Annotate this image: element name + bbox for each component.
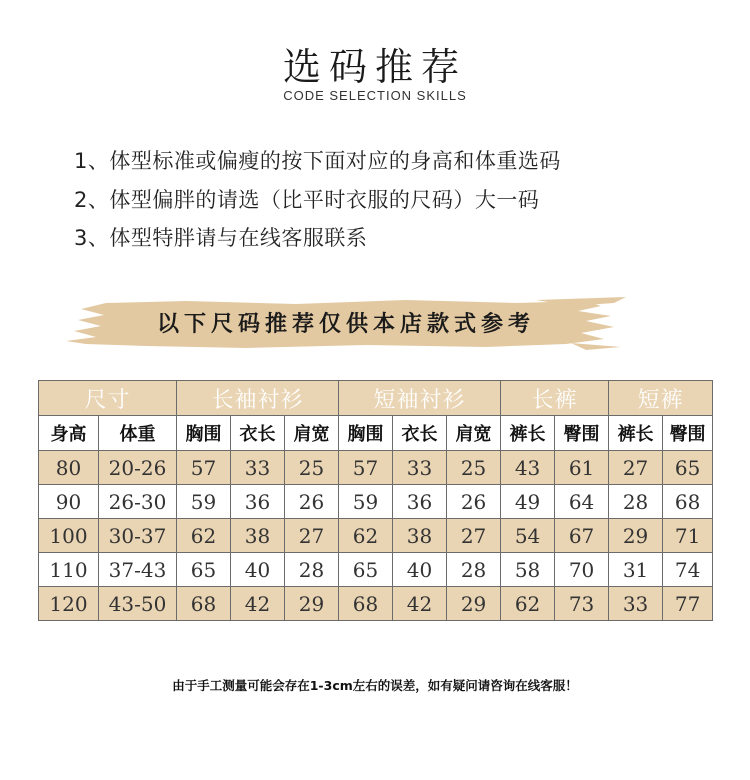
table-cell: 27 <box>609 451 663 485</box>
table-cell: 68 <box>339 587 393 621</box>
table-cell: 33 <box>393 451 447 485</box>
column-header: 肩宽 <box>285 416 339 451</box>
table-cell: 30-37 <box>99 519 177 553</box>
table-cell: 62 <box>501 587 555 621</box>
table-cell: 36 <box>231 485 285 519</box>
table-cell: 26 <box>447 485 501 519</box>
group-header-shorts: 短裤 <box>609 381 713 416</box>
table-cell: 31 <box>609 553 663 587</box>
table-row <box>39 519 713 553</box>
table-cell: 110 <box>39 553 99 587</box>
table-cell: 25 <box>447 451 501 485</box>
table-cell: 42 <box>231 587 285 621</box>
table-cell: 90 <box>39 485 99 519</box>
tip-item-1: 1、体型标准或偏瘦的按下面对应的身高和体重选码 <box>74 149 561 173</box>
table-cell: 42 <box>393 587 447 621</box>
table-cell: 28 <box>447 553 501 587</box>
table-cell: 65 <box>339 553 393 587</box>
table-cell: 40 <box>393 553 447 587</box>
table-cell: 38 <box>231 519 285 553</box>
table-cell: 58 <box>501 553 555 587</box>
size-table-group-row <box>39 381 713 416</box>
measurement-error-note: 由于手工测量可能会存在1-3cm左右的误差，如有疑问请咨询在线客服！ <box>172 678 578 693</box>
table-cell: 65 <box>177 553 231 587</box>
table-cell: 61 <box>555 451 609 485</box>
tip-item-3: 3、体型特胖请与在线客服联系 <box>74 226 368 250</box>
table-cell: 28 <box>285 553 339 587</box>
table-cell: 71 <box>663 519 713 553</box>
table-cell: 73 <box>555 587 609 621</box>
group-header-size: 尺寸 <box>39 381 177 416</box>
table-row <box>39 587 713 621</box>
column-header: 衣长 <box>393 416 447 451</box>
column-header: 体重 <box>99 416 177 451</box>
table-row <box>39 553 713 587</box>
group-header-long-sleeve-shirt: 长袖衬衫 <box>177 381 339 416</box>
table-cell: 68 <box>177 587 231 621</box>
table-cell: 57 <box>177 451 231 485</box>
table-cell: 20-26 <box>99 451 177 485</box>
page-title: 选码推荐 <box>282 45 467 89</box>
table-cell: 27 <box>447 519 501 553</box>
table-cell: 65 <box>663 451 713 485</box>
table-cell: 57 <box>339 451 393 485</box>
size-table-column-row <box>39 416 713 451</box>
column-header: 衣长 <box>231 416 285 451</box>
table-cell: 77 <box>663 587 713 621</box>
group-header-long-pants: 长裤 <box>501 381 609 416</box>
table-cell: 64 <box>555 485 609 519</box>
table-cell: 26-30 <box>99 485 177 519</box>
table-cell: 67 <box>555 519 609 553</box>
column-header: 胸围 <box>339 416 393 451</box>
size-table <box>38 380 713 621</box>
table-cell: 49 <box>501 485 555 519</box>
tips-list <box>74 142 561 258</box>
column-header: 身高 <box>39 416 99 451</box>
table-cell: 25 <box>285 451 339 485</box>
table-cell: 59 <box>339 485 393 519</box>
table-cell: 27 <box>285 519 339 553</box>
table-cell: 26 <box>285 485 339 519</box>
table-cell: 62 <box>177 519 231 553</box>
column-header: 裤长 <box>609 416 663 451</box>
recommendation-banner <box>66 297 626 353</box>
table-cell: 40 <box>231 553 285 587</box>
column-header: 臀围 <box>555 416 609 451</box>
table-cell: 62 <box>339 519 393 553</box>
table-cell: 29 <box>609 519 663 553</box>
table-row <box>39 485 713 519</box>
banner-text: 以下尺码推荐仅供本店款式参考 <box>156 312 535 337</box>
table-cell: 80 <box>39 451 99 485</box>
table-cell: 70 <box>555 553 609 587</box>
column-header: 胸围 <box>177 416 231 451</box>
table-cell: 68 <box>663 485 713 519</box>
table-cell: 59 <box>177 485 231 519</box>
table-cell: 43 <box>501 451 555 485</box>
column-header: 裤长 <box>501 416 555 451</box>
table-cell: 100 <box>39 519 99 553</box>
table-cell: 37-43 <box>99 553 177 587</box>
table-cell: 28 <box>609 485 663 519</box>
table-cell: 29 <box>285 587 339 621</box>
table-cell: 38 <box>393 519 447 553</box>
table-cell: 33 <box>609 587 663 621</box>
table-cell: 54 <box>501 519 555 553</box>
tip-item-2: 2、体型偏胖的请选（比平时衣服的尺码）大一码 <box>74 187 540 212</box>
table-cell: 33 <box>231 451 285 485</box>
table-cell: 36 <box>393 485 447 519</box>
table-row <box>39 451 713 485</box>
table-cell: 43-50 <box>99 587 177 621</box>
column-header: 肩宽 <box>447 416 501 451</box>
table-cell: 29 <box>447 587 501 621</box>
table-cell: 74 <box>663 553 713 587</box>
column-header: 臀围 <box>663 416 713 451</box>
page-subtitle: CODE SELECTION SKILLS <box>283 88 467 103</box>
group-header-short-sleeve-shirt: 短袖衬衫 <box>339 381 501 416</box>
table-cell: 120 <box>39 587 99 621</box>
